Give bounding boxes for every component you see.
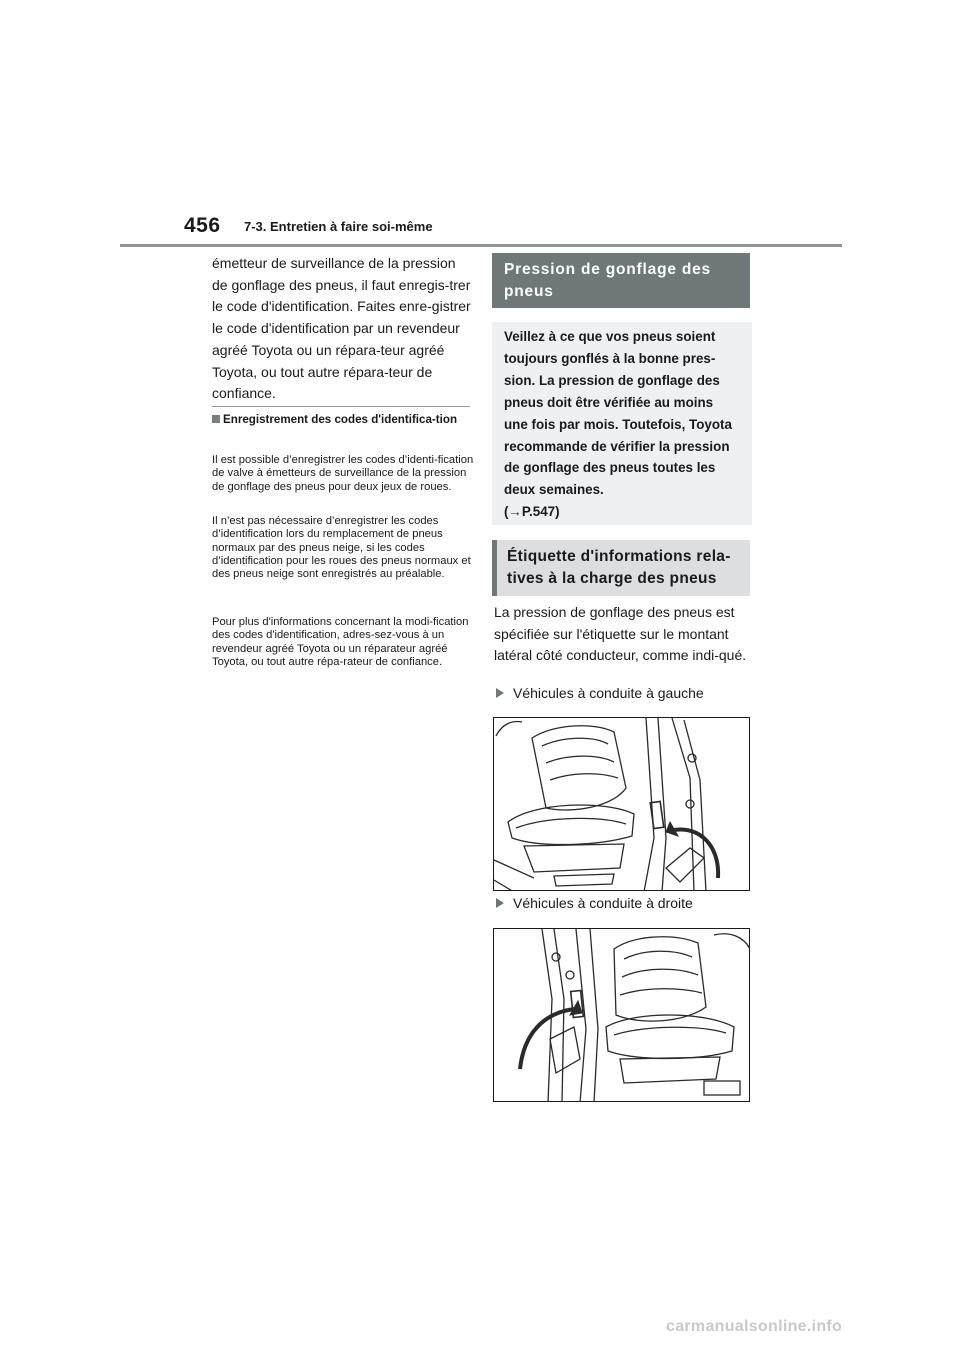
note-text: Veillez à ce que vos pneus soient toujours gonflés à la bonne pres-sion. La pression de gonflage des pneus doit être vérifiée au moins une fois par mois. Toutefois, Toyota recommande de vérifier la pression de gonflage des pneus toutes les deux semaines. — [504, 329, 732, 498]
square-bullet-icon — [212, 415, 220, 423]
watermark: carmanualsonline.info — [666, 1318, 843, 1335]
section-header: 7-3. Entretien à faire soi-même — [244, 219, 433, 234]
triangle-bullet-icon — [496, 898, 504, 908]
heading-tire-label — [492, 540, 750, 596]
bullet-left-hand-drive-text: Véhicules à conduite à gauche — [513, 685, 704, 701]
illustration-right-hand-drive — [493, 928, 750, 1102]
paragraph-snow-tires: Il n’est pas nécessaire d’enregistrer les codes d’identification lors du remplacement de pneus normaux par des pneus neige, si les codes d’identification pour les roues des pneus normaux et des pneus neige sont enregistrés au préalable. — [212, 515, 471, 581]
heading-tire-pressure-text: Pression de gonflage des pneus — [504, 260, 711, 300]
note-box — [492, 322, 752, 525]
bullet-right-hand-drive — [496, 895, 693, 911]
heading-tire-label-text: Étiquette d'informations rela-tives à la charge des pneus — [507, 548, 731, 587]
note-reference: (→P.547) — [504, 504, 560, 520]
header-divider — [120, 244, 842, 247]
intro-paragraph: émetteur de surveillance de la pression de gonflage des pneus, il faut enregis-trer le code d'identification. Faites enre-gistrer le code d'identification par un revendeur agréé Toyota ou un répara-teur agréé Toyota, ou tout autre répara-teur de confiance. — [212, 255, 471, 402]
subhead-text: Enregistrement des codes d'identifica-tion — [223, 413, 458, 426]
heading-tire-pressure — [492, 253, 750, 308]
triangle-bullet-icon — [496, 688, 504, 698]
paragraph-more-info: Pour plus d'informations concernant la modi-fication des codes d'identification, adres-sez-vous à un revendeur agréé Toyota ou un réparateur agréé Toyota, ou tout autre répa-rateur de confiance. — [212, 616, 469, 668]
left-divider — [212, 406, 470, 407]
label-location-paragraph: La pression de gonflage des pneus est spécifiée sur l'étiquette sur le montant latéral côté conducteur, comme indi-qué. — [494, 604, 747, 664]
bullet-left-hand-drive — [496, 685, 704, 701]
subhead-id-codes — [212, 413, 474, 427]
illustration-left-hand-drive — [493, 717, 750, 891]
bullet-right-hand-drive-text: Véhicules à conduite à droite — [513, 895, 693, 911]
page-number: 456 — [184, 214, 221, 237]
paragraph-two-sets: Il est possible d’enregistrer les codes d’identi-fication de valve à émetteurs de surveillance de la pression de gonflage des pneus pour deux jeux de roues. — [212, 454, 474, 493]
